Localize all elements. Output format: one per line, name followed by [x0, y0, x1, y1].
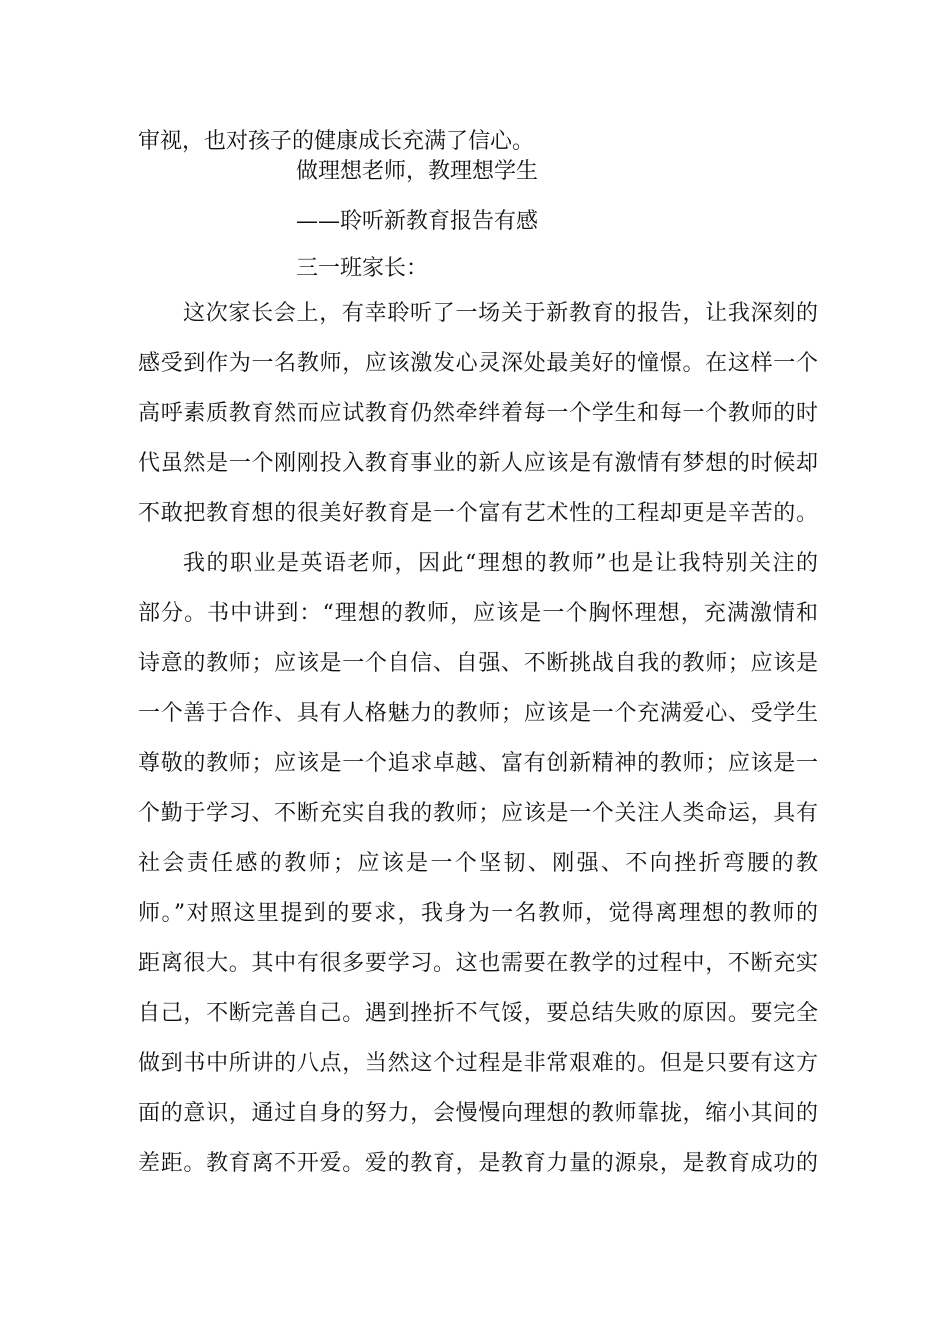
paragraph-1-line: 不敢把教育想的很美好教育是一个富有艺术性的工程却更是辛苦的。 [138, 501, 818, 526]
paragraph-2-line: 我的职业是英语老师，因此“理想的教师”也是让我特别关注的 [183, 551, 818, 576]
paragraph-2-line: 诗意的教师；应该是一个自信、自强、不断挑战自我的教师；应该是 [138, 651, 818, 676]
paragraph-2-line: 自己，不断完善自己。遇到挫折不气馁，要总结失败的原因。要完全 [138, 1001, 818, 1026]
paragraph-2-line: 做到书中所讲的八点，当然这个过程是非常艰难的。但是只要有这方 [138, 1051, 818, 1076]
paragraph-2-line: 部分。书中讲到：“理想的教师，应该是一个胸怀理想，充满激情和 [138, 601, 818, 626]
intro-line: 审视，也对孩子的健康成长充满了信心。 [138, 129, 535, 154]
paragraph-2-line: 师。”对照这里提到的要求，我身为一名教师，觉得离理想的教师的 [138, 901, 818, 926]
paragraph-2-line: 面的意识，通过自身的努力，会慢慢向理想的教师靠拢，缩小其间的 [138, 1101, 818, 1126]
paragraph-2-line: 社会责任感的教师；应该是一个坚韧、刚强、不向挫折弯腰的教 [138, 851, 818, 876]
paragraph-2-line: 一个善于合作、具有人格魅力的教师；应该是一个充满爱心、受学生 [138, 701, 818, 726]
paragraph-2-line: 距离很大。其中有很多要学习。这也需要在教学的过程中，不断充实 [138, 951, 818, 976]
essay-author: 三一班家长： [296, 256, 429, 281]
paragraph-2-line: 差距。教育离不开爱。爱的教育，是教育力量的源泉，是教育成功的 [138, 1151, 818, 1176]
paragraph-2-line: 个勤于学习、不断充实自我的教师；应该是一个关注人类命运，具有 [138, 801, 818, 826]
paragraph-2-line: 尊敬的教师；应该是一个追求卓越、富有创新精神的教师；应该是一 [138, 751, 818, 776]
paragraph-1-line: 高呼素质教育然而应试教育仍然牵绊着每一个学生和每一个教师的时 [138, 401, 818, 426]
paragraph-1-line: 代虽然是一个刚刚投入教育事业的新人应该是有激情有梦想的时候却 [138, 451, 818, 476]
paragraph-1-line: 感受到作为一名教师，应该激发心灵深处最美好的憧憬。在这样一个 [138, 351, 818, 376]
paragraph-1-line: 这次家长会上，有幸聆听了一场关于新教育的报告，让我深刻的 [183, 301, 818, 326]
essay-title: 做理想老师，教理想学生 [296, 159, 539, 184]
essay-subtitle: ——聆听新教育报告有感 [296, 209, 539, 234]
